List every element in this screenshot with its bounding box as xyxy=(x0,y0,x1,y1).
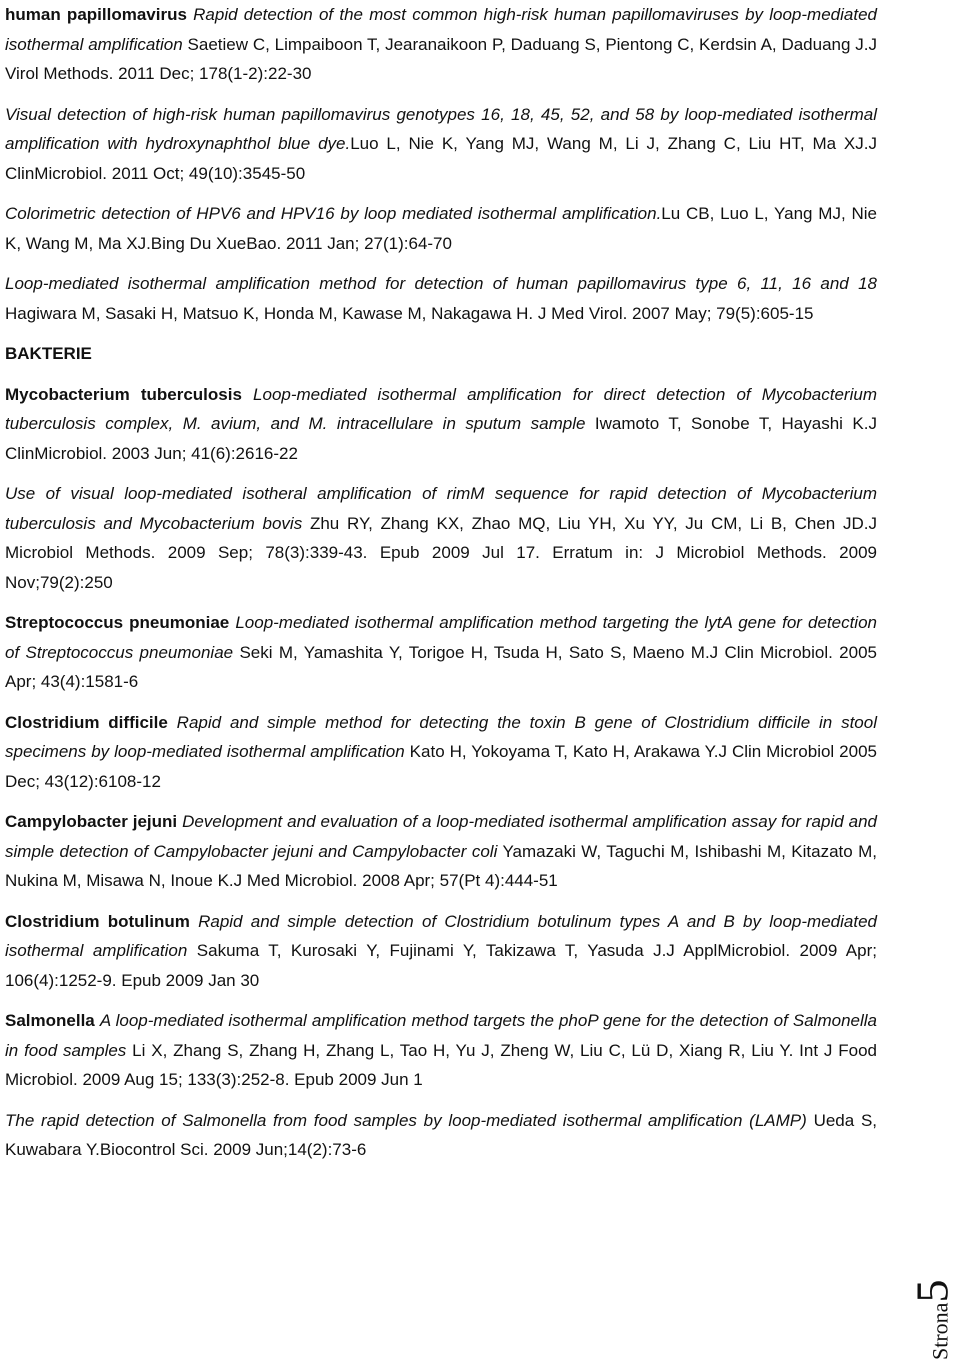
article-title: Colorimetric detection of HPV6 and HPV16 by loop mediated isothermal amplification. xyxy=(5,204,662,223)
citation-text: Hagiwara M, Sasaki H, Matsuo K, Honda M, Kawase M, Nakagawa H. J Med Virol. 2007 May; 79(5):605-15 xyxy=(5,303,814,323)
citation-text: Luo L, Nie K, Yang MJ, Wang M, Li J, Zhang C, Liu HT, Ma XJ.J ClinMicrobiol. 2011 Oct; 49(10):3545-50 xyxy=(5,134,877,183)
organism-name: Salmonella xyxy=(5,1011,95,1030)
citation-text: Ueda S, Kuwabara Y.Biocontrol Sci. 2009 Jun;14(2):73-6 xyxy=(5,1110,878,1159)
article-title: Rapid detection of the most common high-risk human papillomaviruses by loop-mediated isothermal amplification xyxy=(5,5,877,54)
reference-entry xyxy=(5,479,877,597)
organism-name: Clostridium difficile xyxy=(5,712,168,732)
article-title: Loop-mediated isothermal amplification method for detection of human papillomavirus type 6, 11, 16 and 18 xyxy=(5,274,877,293)
article-title: Development and evaluation of a loop-mediated isothermal amplification assay for rapid and simple detection of Campylobacter jejuni and Campylobacter coli xyxy=(5,812,877,861)
article-title: Use of visual loop-mediated isotheral amplification of rimM sequence for rapid detection of Mycobacterium tuberculosis and Mycobacterium bovis xyxy=(5,484,877,533)
citation-text: Saetiew C, Limpaiboon T, Jearanaikoon P, Daduang S, Pientong C, Kerdsin A, Daduang J.J Virol Methods. 2011 Dec; 178(1-2):22-30 xyxy=(5,34,877,83)
organism-name: Mycobacterium tuberculosis xyxy=(5,384,242,404)
reference-entry xyxy=(5,1006,877,1095)
reference-entry xyxy=(5,100,877,189)
citation-text: Seki M, Yamashita Y, Torigoe H, Tsuda H, Sato S, Maeno M.J Clin Microbiol. 2005 Apr; 43(4):1581-6 xyxy=(5,642,877,691)
reference-entry xyxy=(5,0,877,89)
page-label: Strona xyxy=(927,1302,952,1360)
reference-entry xyxy=(5,608,877,697)
citation-text: Iwamoto T, Sonobe T, Hayashi K.J ClinMicrobiol. 2003 Jun; 41(6):2616-22 xyxy=(5,414,877,463)
reference-entry xyxy=(5,807,877,896)
reference-entry xyxy=(5,380,877,469)
organism-name: Clostridium botulinum xyxy=(5,911,190,931)
organism-name: Campylobacter jejuni xyxy=(5,812,178,831)
page-number xyxy=(905,1280,958,1360)
citation-text: Zhu RY, Zhang KX, Zhao MQ, Liu YH, Xu YY, Ju CM, Li B, Chen JD.J Microbiol Methods. 2009 Sep; 78(3):339-43. Epub 2009 Jul 17. Erratum in: J Microbiol Methods. 2009 Nov;79(2):250 xyxy=(5,513,877,592)
organism-name: human papillomavirus xyxy=(5,5,187,24)
citation-text: Li X, Zhang S, Zhang H, Zhang L, Tao H, Yu J, Zheng W, Liu C, Lü D, Xiang R, Liu Y. Int J Food Microbiol. 2009 Aug 15; 133(3):252-8. Epub 2009 Jun 1 xyxy=(5,1040,877,1089)
citation-text: Yamazaki W, Taguchi M, Ishibashi M, Kitazato M, Nukina M, Misawa N, Inoue K.J Med Microbiol. 2008 Apr; 57(Pt 4):444-51 xyxy=(5,841,878,890)
reference-entry xyxy=(5,1106,877,1165)
article-title: Rapid and simple detection of Clostridium botulinum types A and B by loop-mediated isothermal amplification xyxy=(5,911,877,960)
article-title: Loop-mediated isothermal amplification for direct detection of Mycobacterium tuberculosis complex, M. avium, and M. intracellulare in sputum sample xyxy=(5,384,877,433)
page-number-value: 5 xyxy=(906,1279,957,1303)
article-title: The rapid detection of Salmonella from food samples by loop-mediated isothermal amplification (LAMP) xyxy=(5,1110,807,1130)
citation-text: Sakuma T, Kurosaki Y, Fujinami Y, Takizawa T, Yasuda J.J ApplMicrobiol. 2009 Apr; 106(4):1252-9. Epub 2009 Jan 30 xyxy=(5,941,877,990)
document-page xyxy=(5,0,877,1176)
citation-text: Lu CB, Luo L, Yang MJ, Nie K, Wang M, Ma XJ.Bing Du XueBao. 2011 Jan; 27(1):64-70 xyxy=(5,204,877,253)
reference-entry xyxy=(5,708,877,797)
article-title: Visual detection of high-risk human papillomavirus genotypes 16, 18, 45, 52, and 58 by loop-mediated isothermal amplification with hydroxynaphthol blue dye. xyxy=(5,104,877,153)
article-title: Loop-mediated isothermal amplification method targeting the lytA gene for detection of Streptococcus pneumoniae xyxy=(5,613,877,662)
article-title: Rapid and simple method for detecting the toxin B gene of Clostridium difficile in stool specimens by loop-mediated isothermal amplification xyxy=(5,712,877,761)
section-heading: BAKTERIE xyxy=(5,344,92,363)
reference-entry xyxy=(5,269,877,328)
organism-name: Streptococcus pneumoniae xyxy=(5,613,230,632)
article-title: A loop-mediated isothermal amplification method targets the phoP gene for the detection of Salmonella in food samples xyxy=(5,1011,877,1060)
reference-entry xyxy=(5,199,877,258)
citation-text: Kato H, Yokoyama T, Kato H, Arakawa Y.J Clin Microbiol 2005 Dec; 43(12):6108-12 xyxy=(5,742,877,791)
reference-entry xyxy=(5,907,877,996)
